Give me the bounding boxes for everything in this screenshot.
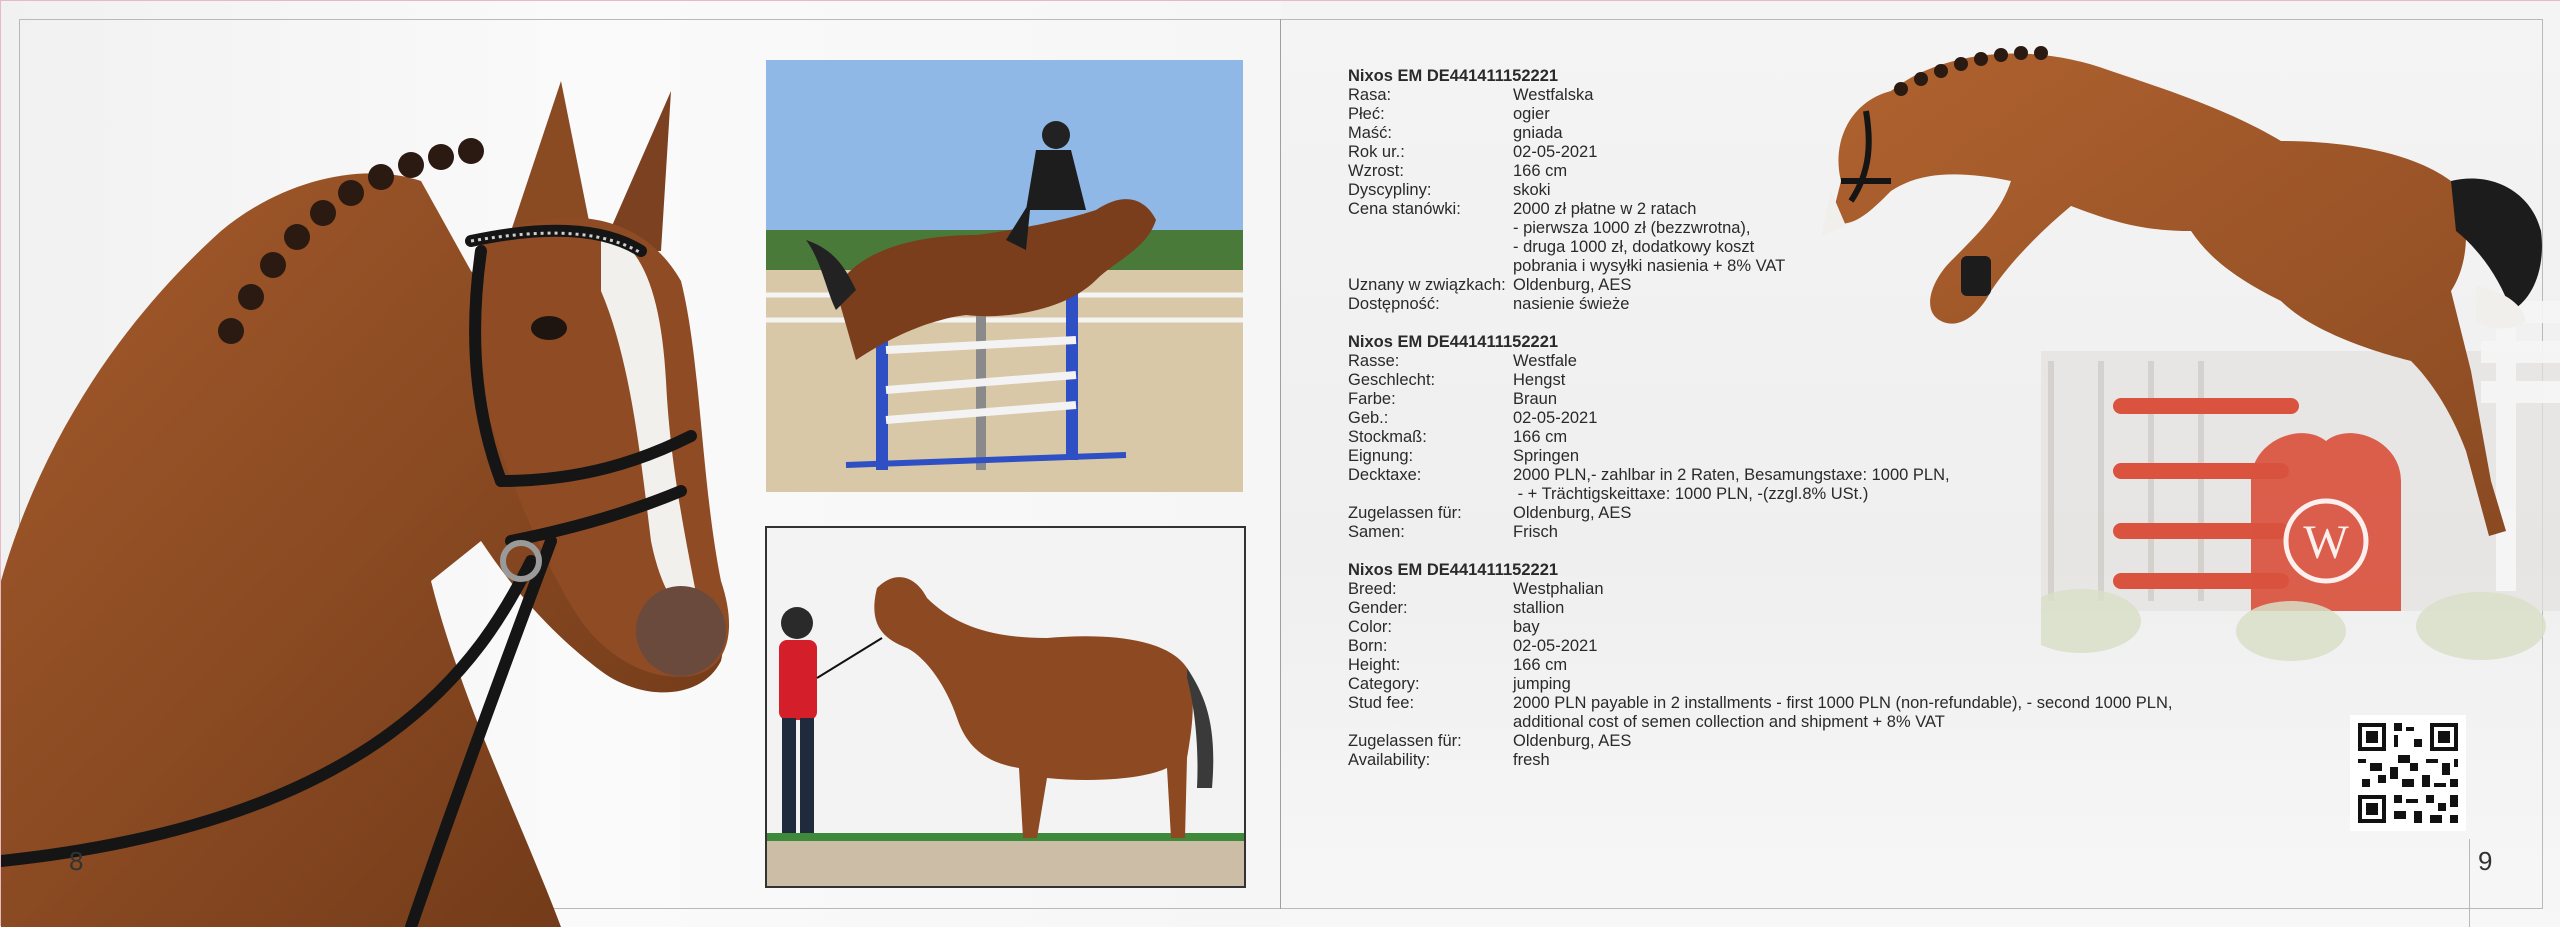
info-value: 2000 PLN,- zahlbar in 2 Raten, Besamungstaxe: 1000 PLN, bbox=[1513, 466, 1950, 484]
info-row bbox=[1348, 105, 2248, 124]
info-row bbox=[1348, 732, 2248, 751]
info-row bbox=[1348, 181, 2248, 200]
info-label bbox=[1348, 713, 1513, 732]
info-value: Frisch bbox=[1513, 523, 1558, 541]
horse-portrait-image bbox=[1, 61, 761, 927]
info-value: additional cost of semen collection and shipment + 8% VAT bbox=[1513, 713, 1945, 731]
info-row bbox=[1348, 257, 2248, 276]
info-value: - druga 1000 zł, dodatkowy koszt bbox=[1513, 238, 1755, 256]
info-row bbox=[1348, 675, 2248, 694]
info-label: Color: bbox=[1348, 618, 1393, 636]
info-row bbox=[1348, 238, 2248, 257]
info-label: Geschlecht: bbox=[1348, 371, 1436, 389]
info-value: Oldenburg, AES bbox=[1513, 504, 1632, 522]
info-row bbox=[1348, 219, 2248, 238]
info-value: 166 cm bbox=[1513, 428, 1568, 446]
info-title: Nixos EM DE441411152221 bbox=[1348, 561, 1559, 579]
info-block-pl bbox=[1348, 67, 2248, 314]
info-row bbox=[1348, 637, 2248, 656]
info-value: 2000 zł płatne w 2 ratach bbox=[1513, 200, 1697, 218]
info-row bbox=[1348, 390, 2248, 409]
info-value: Westfale bbox=[1513, 352, 1577, 370]
info-value: 2000 PLN payable in 2 installments - first 1000 PLN (non-refundable), - second 1000 PLN, bbox=[1513, 694, 2173, 712]
info-row bbox=[1348, 352, 2248, 371]
info-row bbox=[1348, 466, 2248, 485]
info-label: Rok ur.: bbox=[1348, 143, 1405, 161]
info-row bbox=[1348, 656, 2248, 675]
page-number-left: 8 bbox=[69, 846, 84, 876]
info-row bbox=[1348, 618, 2248, 637]
info-label: Category: bbox=[1348, 675, 1420, 693]
info-row bbox=[1348, 428, 2248, 447]
info-value: 166 cm bbox=[1513, 656, 1568, 674]
info-value: skoki bbox=[1513, 181, 1551, 199]
info-value: bay bbox=[1513, 618, 1540, 636]
info-value: Hengst bbox=[1513, 371, 1566, 389]
info-row bbox=[1348, 580, 2248, 599]
standing-photo bbox=[765, 526, 1246, 888]
info-row bbox=[1348, 162, 2248, 181]
info-row bbox=[1348, 143, 2248, 162]
info-value: Oldenburg, AES bbox=[1513, 732, 1632, 750]
info-label: Dyscypliny: bbox=[1348, 181, 1432, 199]
info-value: Westphalian bbox=[1513, 580, 1604, 598]
info-label: Maść: bbox=[1348, 124, 1393, 142]
info-row bbox=[1348, 409, 2248, 428]
info-label bbox=[1348, 238, 1513, 257]
info-row bbox=[1348, 447, 2248, 466]
stallion-info bbox=[1348, 67, 2248, 789]
left-page bbox=[1, 1, 1281, 927]
info-value: 166 cm bbox=[1513, 162, 1568, 180]
info-value: fresh bbox=[1513, 751, 1550, 769]
info-value: - pierwsza 1000 zł (bezzwrotna), bbox=[1513, 219, 1751, 237]
info-value: Braun bbox=[1513, 390, 1558, 408]
info-label: Dostępność: bbox=[1348, 295, 1440, 313]
info-row bbox=[1348, 276, 2248, 295]
info-title: Nixos EM DE441411152221 bbox=[1348, 333, 1559, 351]
info-row bbox=[1348, 751, 2248, 770]
qr-code-icon[interactable] bbox=[2350, 715, 2466, 831]
info-label: Płeć: bbox=[1348, 105, 1385, 123]
info-value: Oldenburg, AES bbox=[1513, 276, 1632, 294]
info-label: Height: bbox=[1348, 656, 1401, 674]
info-label: Born: bbox=[1348, 637, 1388, 655]
info-row bbox=[1348, 523, 2248, 542]
info-value: ogier bbox=[1513, 105, 1550, 123]
info-label: Geb.: bbox=[1348, 409, 1389, 427]
info-row bbox=[1348, 295, 2248, 314]
info-label: Eignung: bbox=[1348, 447, 1414, 465]
info-label: Availability: bbox=[1348, 751, 1431, 769]
info-value: pobrania i wysyłki nasienia + 8% VAT bbox=[1513, 257, 1786, 275]
info-label: Farbe: bbox=[1348, 390, 1396, 408]
info-value: gniada bbox=[1513, 124, 1563, 142]
info-label: Rasa: bbox=[1348, 86, 1392, 104]
info-label: Stockmaß: bbox=[1348, 428, 1427, 446]
info-row bbox=[1348, 485, 2248, 504]
info-label: Rasse: bbox=[1348, 352, 1400, 370]
info-label: Samen: bbox=[1348, 523, 1405, 541]
info-value: jumping bbox=[1513, 675, 1571, 693]
info-label: Breed: bbox=[1348, 580, 1397, 598]
info-row bbox=[1348, 86, 2248, 105]
info-value: Springen bbox=[1513, 447, 1580, 465]
frame-top-left bbox=[19, 19, 1281, 20]
info-row bbox=[1348, 713, 2248, 732]
info-label: Zugelassen für: bbox=[1348, 504, 1462, 522]
info-value: 02-05-2021 bbox=[1513, 637, 1598, 655]
info-value: Westfalska bbox=[1513, 86, 1594, 104]
info-label: Gender: bbox=[1348, 599, 1408, 617]
info-row bbox=[1348, 200, 2248, 219]
info-label: Zugelassen für: bbox=[1348, 732, 1462, 750]
info-label: Cena stanówki: bbox=[1348, 200, 1461, 218]
info-value: - + Trächtigskeittaxe: 1000 PLN, -(zzgl.8% USt.) bbox=[1513, 485, 1869, 503]
info-row bbox=[1348, 504, 2248, 523]
info-label: Decktaxe: bbox=[1348, 466, 1422, 484]
info-label: Stud fee: bbox=[1348, 694, 1415, 712]
info-label: Uznany w związkach: bbox=[1348, 276, 1506, 294]
info-label bbox=[1348, 219, 1513, 238]
page-number-right: 9 bbox=[2478, 846, 2493, 876]
info-block-de bbox=[1348, 333, 2248, 542]
info-row bbox=[1348, 694, 2248, 713]
info-row bbox=[1348, 124, 2248, 143]
info-block-en bbox=[1348, 561, 2248, 770]
info-value: 02-05-2021 bbox=[1513, 143, 1598, 161]
jumping-photo bbox=[766, 60, 1243, 492]
info-value: stallion bbox=[1513, 599, 1565, 617]
info-label bbox=[1348, 485, 1513, 504]
info-row bbox=[1348, 371, 2248, 390]
info-label bbox=[1348, 257, 1513, 276]
info-row bbox=[1348, 599, 2248, 618]
info-label: Wzrost: bbox=[1348, 162, 1404, 180]
svg-text:W: W bbox=[2303, 516, 2349, 569]
info-value: 02-05-2021 bbox=[1513, 409, 1598, 427]
info-title: Nixos EM DE441411152221 bbox=[1348, 67, 1559, 85]
info-value: nasienie świeże bbox=[1513, 295, 1630, 313]
